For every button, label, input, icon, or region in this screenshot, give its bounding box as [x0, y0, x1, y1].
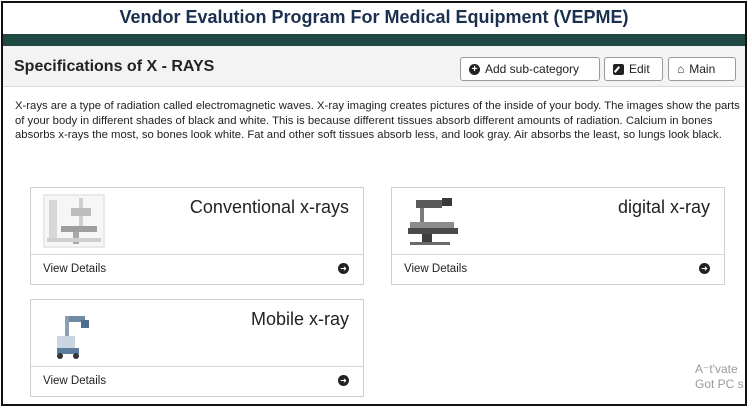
card-body — [392, 188, 724, 255]
card-footer[interactable] — [392, 255, 724, 285]
view-details-link[interactable]: View Details — [43, 375, 107, 387]
arrow-right-icon[interactable]: ➜ — [699, 263, 710, 274]
card-title: Mobile x-ray — [250, 309, 349, 329]
page-title: Specifications of X - RAYS — [14, 58, 215, 75]
watermark-line-2: Got PC s — [695, 377, 744, 391]
main-label: Main — [689, 62, 716, 76]
card-body — [31, 300, 363, 367]
app-title: Vendor Evalution Program For Medical Equipment (VEPME) — [3, 3, 745, 34]
card-conventional-x-rays — [30, 187, 364, 285]
card-body — [31, 188, 363, 255]
page-header — [3, 46, 745, 87]
arrow-right-icon[interactable]: ➜ — [338, 263, 349, 274]
accent-bar — [3, 34, 745, 46]
home-icon: ⌂ — [677, 62, 685, 76]
card-digital-x-ray — [391, 187, 725, 285]
edit-icon — [613, 64, 624, 75]
mobile-xray-image — [43, 306, 105, 360]
app-frame — [1, 1, 747, 406]
card-title: digital x-ray — [617, 197, 710, 217]
watermark-line-1: A⁻t'vate — [695, 362, 738, 376]
conventional-xray-image — [43, 194, 105, 248]
plus-circle-icon: + — [469, 64, 480, 75]
view-details-link[interactable]: View Details — [43, 263, 107, 275]
card-title: Conventional x-rays — [189, 197, 349, 217]
category-description: X-rays are a type of radiation called electromagnetic waves. X-ray imaging creates pictures of the inside of your body. The images show the parts of your body in different shades of black and white. This is because different tissues absorb different amounts of radiation. Calcium in bones absorbs x-rays the most, so bones look white. Fat and other soft tissues absorb less, and look gray. Air absorbs the least, so lungs look black. — [15, 100, 740, 141]
edit-label: Edit — [629, 62, 650, 76]
view-details-link[interactable]: View Details — [404, 263, 468, 275]
card-footer[interactable] — [31, 367, 363, 397]
add-sub-category-button[interactable] — [460, 57, 600, 81]
digital-xray-image — [404, 194, 466, 248]
arrow-right-icon[interactable]: ➜ — [338, 375, 349, 386]
card-mobile-x-ray — [30, 299, 364, 397]
card-footer[interactable] — [31, 255, 363, 285]
main-button[interactable] — [668, 57, 736, 81]
edit-button[interactable] — [604, 57, 663, 81]
activation-watermark — [695, 362, 744, 392]
add-sub-category-label: Add sub-category — [485, 62, 580, 76]
